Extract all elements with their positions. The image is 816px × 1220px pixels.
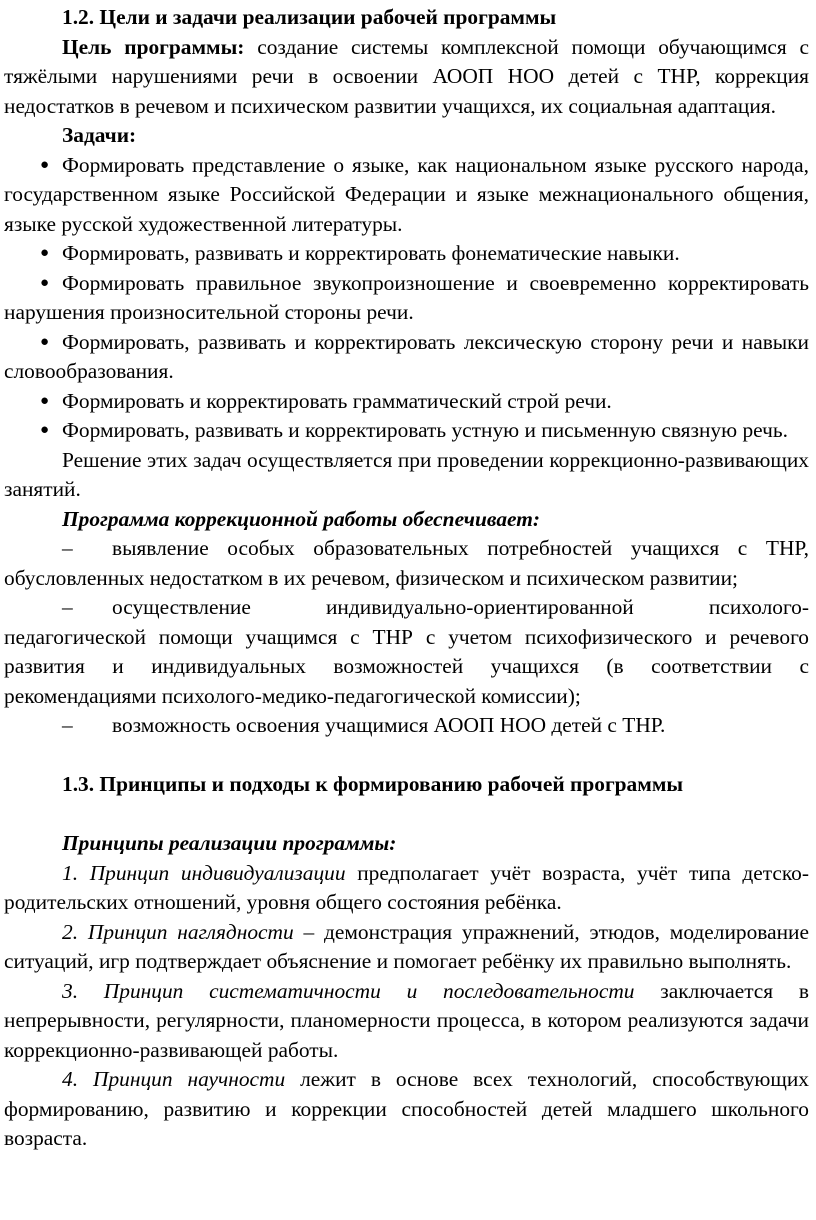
task-text: Формировать, развивать и корректировать фонематические навыки. <box>62 241 680 265</box>
task-text: Формировать и корректировать грамматический строй речи. <box>62 388 612 413</box>
bullet-icon: ● <box>40 392 50 409</box>
task-item <box>4 416 809 446</box>
principle-text: – демонстрация упражнений, этюдов, моделирование ситуаций, игр подтверждает объяснение и помогает ребёнку их правильно выполнять. <box>4 919 809 973</box>
principle-paragraph <box>4 918 809 977</box>
principle-name: 2. Принцип наглядности <box>62 919 294 944</box>
task-item <box>4 151 809 240</box>
provision-text: возможность освоения учащимися АООП НОО детей с ТНР. <box>112 713 666 737</box>
dash-icon: – <box>62 595 73 619</box>
solution-paragraph: Решение этих задач осуществляется при проведении коррекционно-развивающих занятий. <box>4 447 809 501</box>
principle-text: предполагает учёт возраста, учёт типа детско-родительских отношений, уровня общего состояния ребёнка. <box>4 860 809 914</box>
provision-item <box>4 593 809 711</box>
bullet-icon: ● <box>40 245 50 261</box>
section-heading-1-2: 1.2. Цели и задачи реализации рабочей программы <box>62 5 557 29</box>
principle-text: лежит в основе всех технологий, способствующих формированию, развитию и коррекции способностей детей младшего школьного возраста. <box>4 1067 809 1150</box>
provision-text: осуществление индивидуально-ориентированной психолого-педагогической помощи учащимся с ТНР с учетом психофизического и речевого развития и индивидуальных возможностей учащихся (в соответствии с рекомендациями психолого-медико-педагогической комиссии); <box>4 595 809 708</box>
goal-text: создание системы комплексной помощи обучающимся с тяжёлыми нарушениями речи в освоении АООП НОО детей с ТНР, коррекция недостатков в речевом и психическом развитии учащихся, их социальная адаптация. <box>4 34 809 118</box>
goal-label: Цель программы: <box>62 34 245 59</box>
bullet-icon: ● <box>40 156 50 173</box>
task-item <box>4 239 809 269</box>
provision-item <box>4 711 809 741</box>
principle-name: 4. Принцип научности <box>62 1067 286 1091</box>
principle-paragraph <box>4 977 809 1066</box>
provision-text: выявление особых образовательных потребностей учащихся с ТНР, обусловленных недостатком в их речевом, физическом и психическом развитии; <box>4 536 809 590</box>
section-heading-1-3: 1.3. Принципы и подходы к формированию рабочей программы <box>62 772 684 796</box>
principle-name: 3. Принцип систематичности и последовательности <box>62 978 635 1003</box>
dash-icon: – <box>62 536 73 560</box>
spacer <box>4 741 809 771</box>
principle-text: заключается в непрерывности, регулярности, планомерности процесса, в котором реализуются задачи коррекционно-развивающей работы. <box>4 978 809 1062</box>
task-text: Формировать представление о языке, как национальном языке русского народа, государственном языке Российской Федерации и языке межнационального общения, языке русской художественной литературы. <box>4 152 809 236</box>
bullet-icon: ● <box>40 422 50 438</box>
dash-icon: – <box>62 713 73 737</box>
task-text: Формировать, развивать и корректировать устную и письменную связную речь. <box>62 418 788 442</box>
principle-name: 1. Принцип индивидуализации <box>62 860 346 885</box>
task-text: Формировать, развивать и корректировать лексическую сторону речи и навыки словообразования. <box>4 329 809 383</box>
goal-paragraph <box>4 33 809 122</box>
principle-paragraph <box>4 859 809 918</box>
bullet-icon: ● <box>40 274 50 291</box>
principle-paragraph <box>4 1065 809 1154</box>
provision-item <box>4 534 809 593</box>
task-item <box>4 328 809 387</box>
principles-label: Принципы реализации программы: <box>62 831 397 855</box>
bullet-icon: ● <box>40 333 50 350</box>
tasks-label: Задачи: <box>62 123 137 147</box>
task-item <box>4 387 809 417</box>
program-label: Программа коррекционной работы обеспечивает: <box>62 506 540 531</box>
task-item <box>4 269 809 328</box>
spacer <box>4 800 809 830</box>
task-text: Формировать правильное звукопроизношение и своевременно корректировать нарушения произносительной стороны речи. <box>4 270 809 324</box>
